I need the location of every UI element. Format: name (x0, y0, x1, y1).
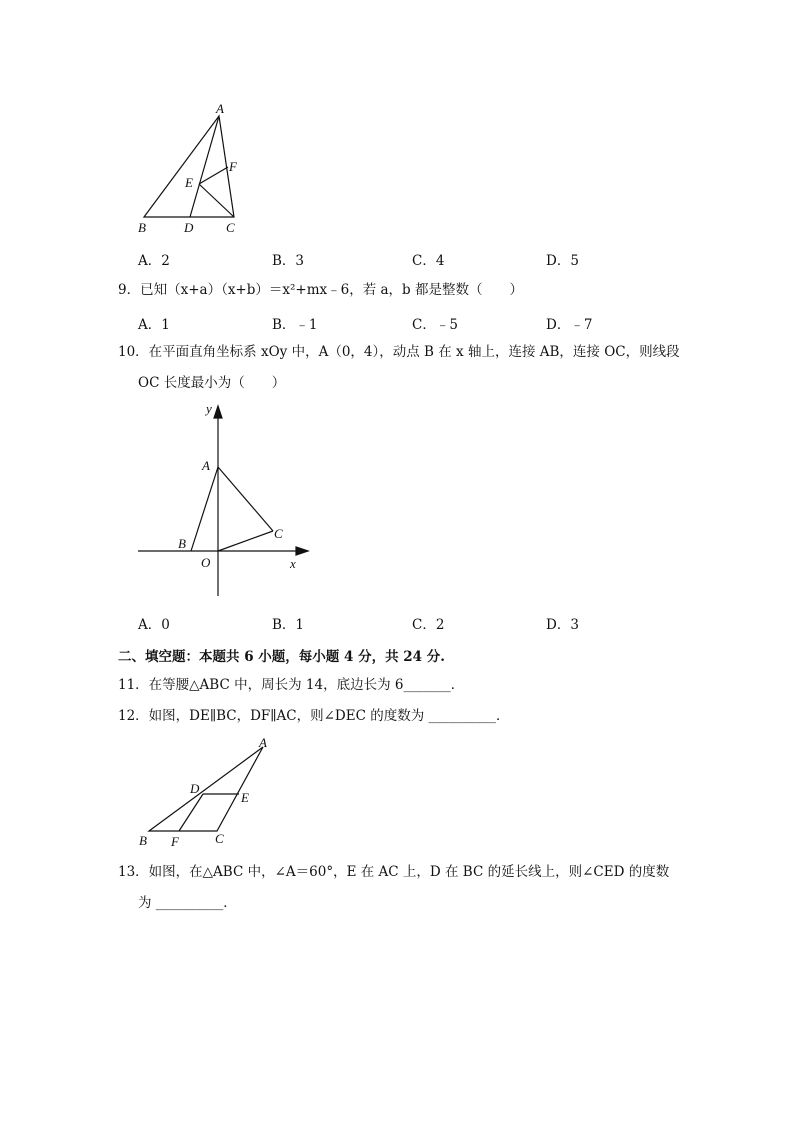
q13-stem-line1: 13．如图，在△ABC 中，∠A＝60°，E 在 AC 上，D 在 BC 的延长线上，则∠CED 的度数 (118, 864, 670, 880)
label-c: C (215, 831, 224, 846)
q9-stem: 9．已知（x+a）（x+b）＝x²+mx﹣6，若 a，b 都是整数（ ） (118, 282, 523, 298)
label-b: B (178, 536, 186, 551)
segment-ac (218, 467, 273, 531)
q10-option-d: D．3 (546, 617, 579, 633)
parallelogram-figure-q12 (135, 733, 280, 851)
label-y: y (206, 401, 212, 416)
label-f: F (229, 159, 237, 174)
segment-ec (199, 184, 234, 217)
label-a: A (216, 101, 224, 116)
q8-option-a: A．2 (138, 253, 170, 269)
q9-option-b: B．﹣1 (272, 317, 318, 333)
x-axis-arrow (296, 547, 308, 555)
label-b: B (139, 833, 147, 848)
coordinate-figure-q10 (130, 396, 315, 601)
label-a: A (259, 735, 267, 750)
segment-ab (191, 467, 218, 551)
q9-option-c: C．﹣5 (412, 317, 458, 333)
label-c: C (226, 220, 235, 235)
label-a: A (202, 458, 210, 473)
label-o: O (201, 555, 211, 570)
label-x: x (290, 556, 296, 571)
q9-option-a: A．1 (138, 317, 170, 333)
label-e: E (241, 790, 249, 805)
triangle-figure-q8 (130, 98, 260, 238)
section-heading: 二、填空题：本题共 6 小题，每小题 4 分，共 24 分. (118, 649, 445, 665)
q9-option-d: D．﹣7 (546, 317, 593, 333)
triangle-abc-outline (149, 747, 263, 831)
q10-stem-line1: 10．在平面直角坐标系 xOy 中，A（0，4），动点 B 在 x 轴上，连接 AB，连接 OC，则线段 (118, 344, 680, 360)
q8-option-d: D．5 (546, 253, 579, 269)
label-d: D (184, 220, 194, 235)
q10-option-b: B．1 (272, 617, 305, 633)
q10-stem-line2: OC 长度最小为（ ） (138, 375, 286, 391)
q13-stem-line2: 为 __________． (138, 895, 237, 911)
segment-oc (218, 531, 273, 551)
triangle-abc-outline (144, 116, 234, 217)
q11-stem: 11．在等腰△ABC 中，周长为 14，底边长为 6_______． (118, 677, 465, 693)
q8-option-b: B．3 (272, 253, 305, 269)
q10-option-a: A．0 (138, 617, 170, 633)
label-e: E (185, 175, 193, 190)
label-c: C (274, 526, 283, 541)
label-b: B (138, 220, 146, 235)
label-f: F (171, 834, 179, 849)
segment-ad (190, 116, 219, 217)
y-axis-arrow (214, 406, 222, 418)
label-d: D (190, 781, 200, 796)
q10-option-c: C．2 (412, 617, 445, 633)
q8-option-c: C．4 (412, 253, 445, 269)
q12-stem: 12．如图，DE∥BC，DF∥AC，则∠DEC 的度数为 __________． (118, 708, 510, 724)
